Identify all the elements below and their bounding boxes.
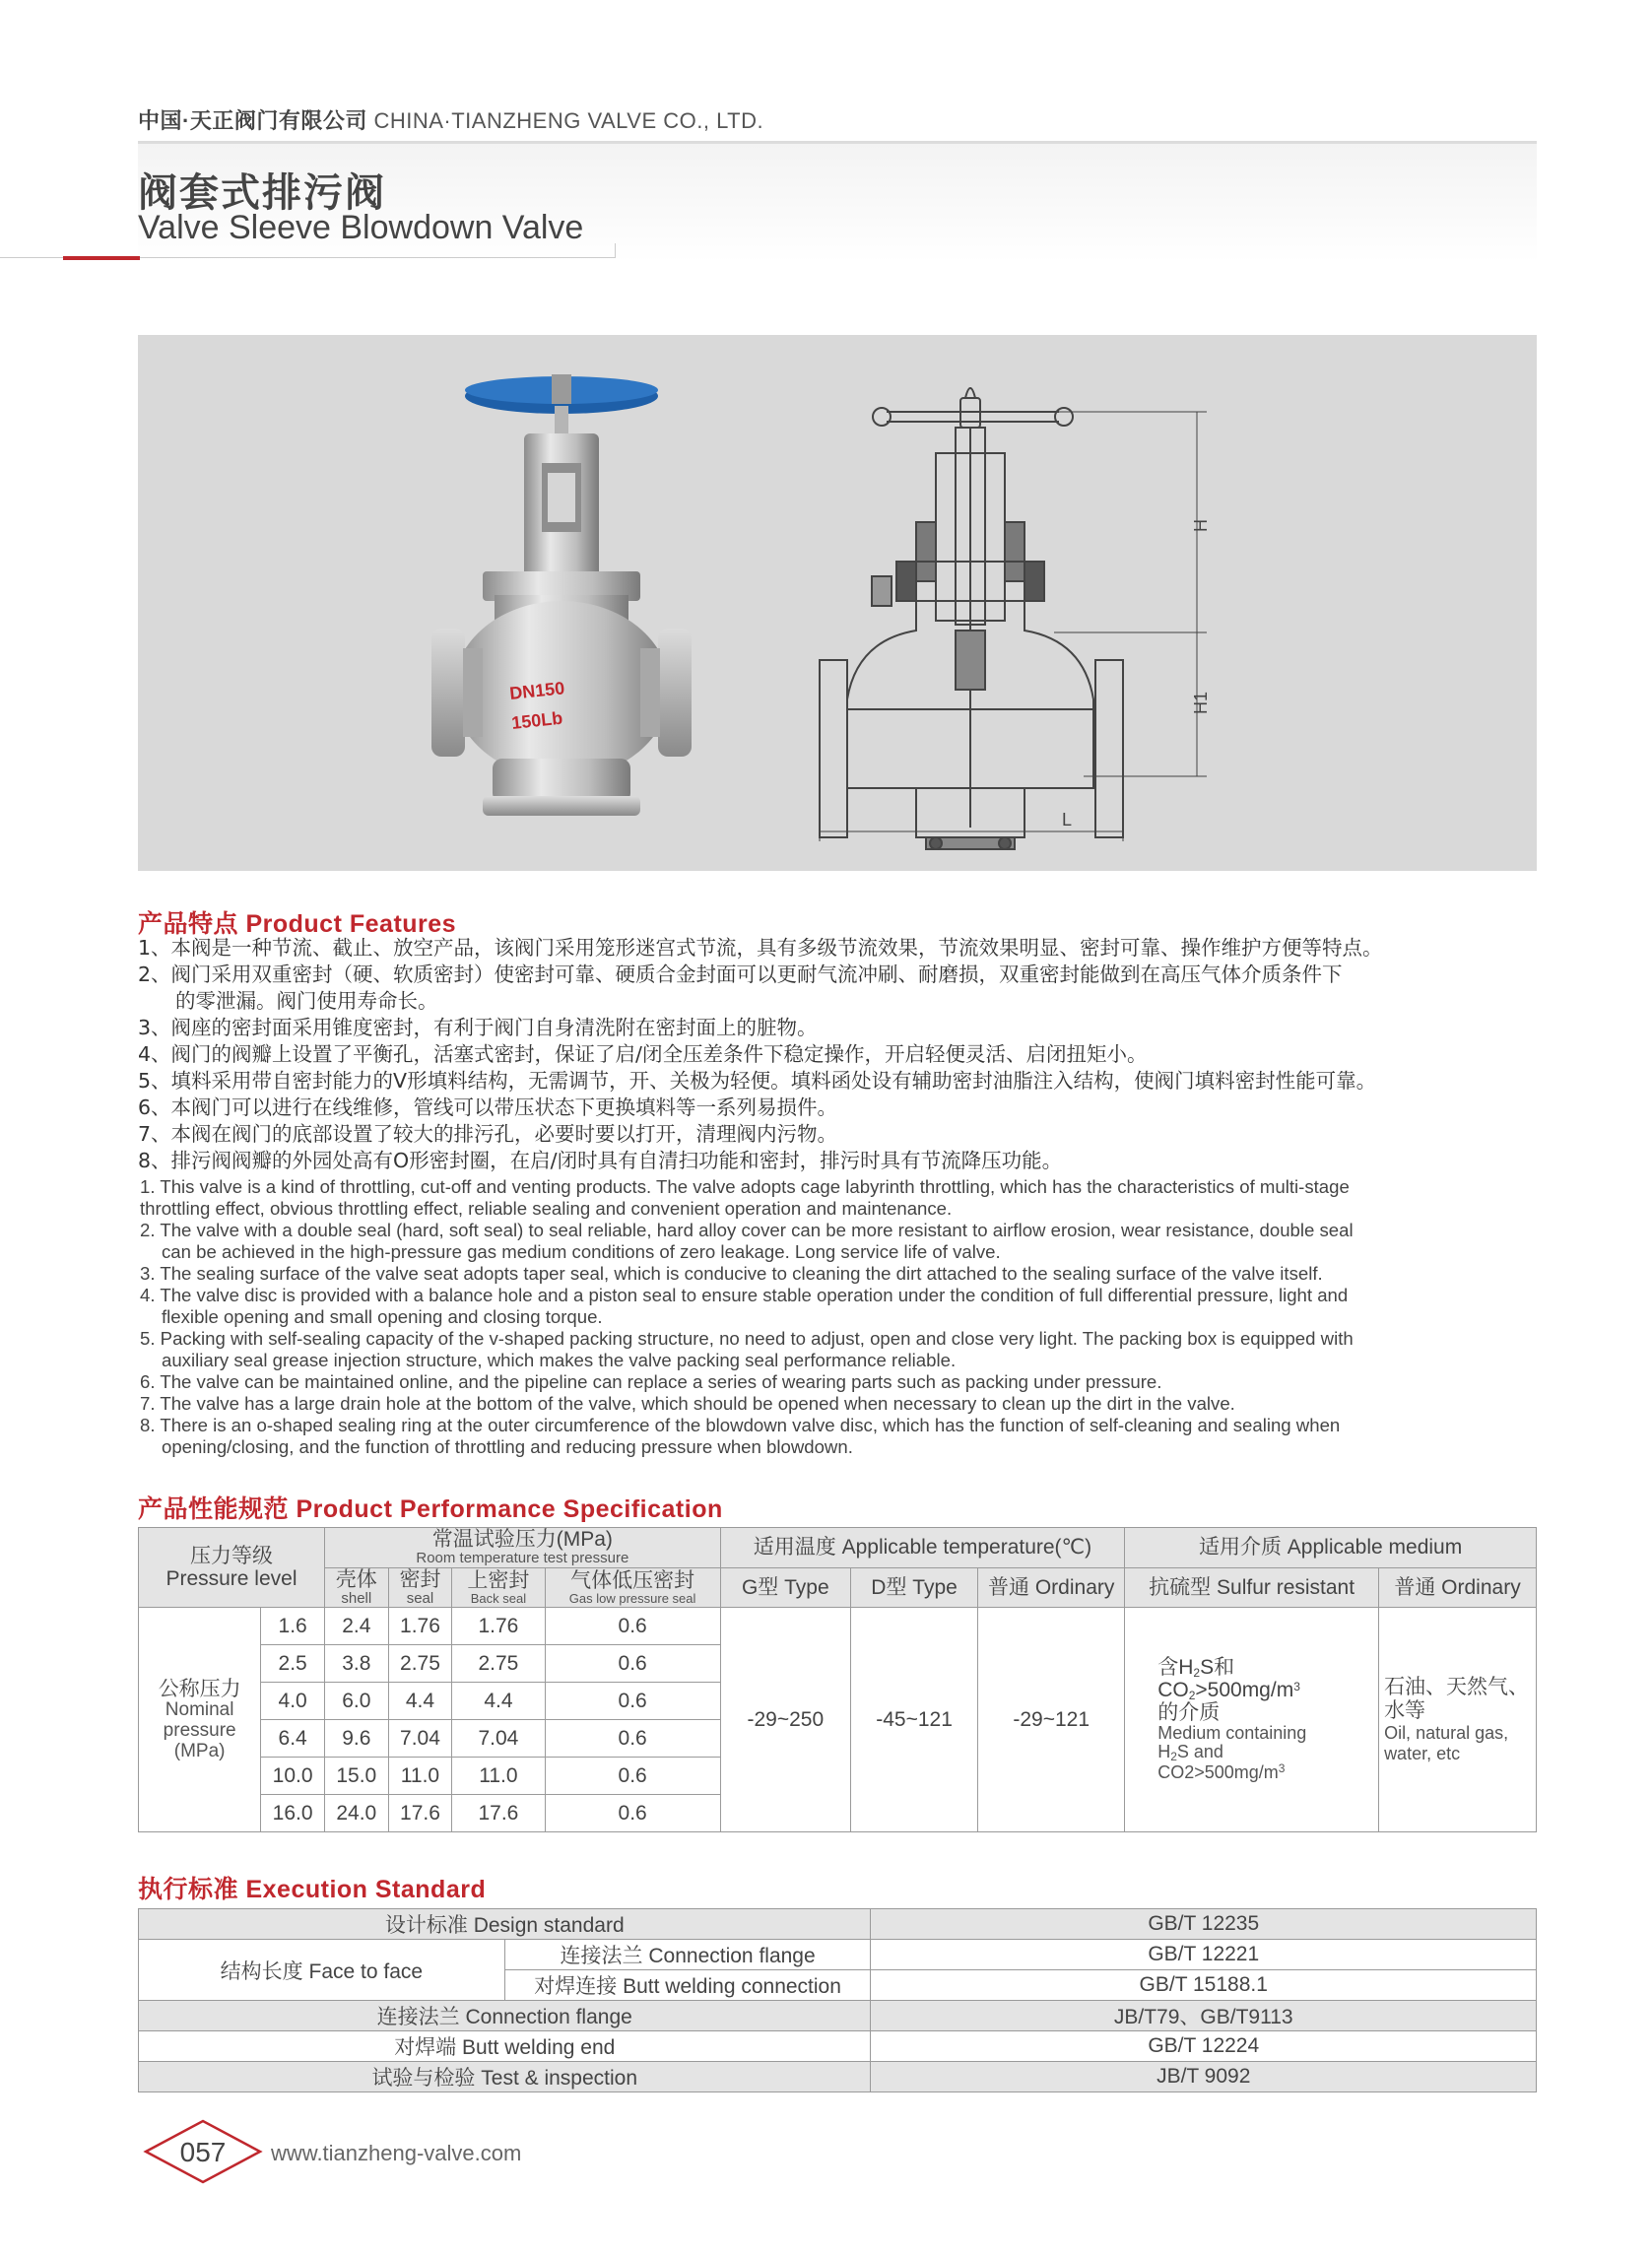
cell-seal: 11.0 [388, 1758, 452, 1795]
spec-heading-cn: 产品性能规范 [138, 1495, 290, 1523]
dimension-h-label: H [1191, 519, 1211, 532]
butt-end-value: GB/T 12224 [871, 2031, 1537, 2062]
cell-gas-seal: 0.6 [545, 1720, 720, 1758]
test-pressure-header-en: Room temperature test pressure [416, 1550, 629, 1567]
feature-cn-item: 3、阀座的密封面采用锥度密封，有利于阀门自身清洗附在密封面上的脏物。 [138, 1016, 818, 1039]
title-underline-tick [615, 243, 616, 258]
cell-nominal: 10.0 [261, 1758, 325, 1795]
page-number: 057 [179, 2137, 227, 2167]
nominal-en-1: Nominal [165, 1698, 234, 1720]
temp-d-value: -45~121 [850, 1608, 977, 1832]
photo-marking-class: 150Lb [510, 707, 564, 733]
table-row [139, 1608, 1537, 1645]
page-number-badge [143, 2118, 263, 2185]
performance-spec-table [138, 1527, 1537, 1832]
cell-gas-seal: 0.6 [545, 1758, 720, 1795]
cell-seal: 4.4 [388, 1683, 452, 1720]
feature-en-item: opening/closing, and the function of throttling and reducing pressure when blowdown. [162, 1436, 853, 1457]
seal-header [388, 1567, 452, 1608]
temp-ordinary-value: -29~121 [978, 1608, 1125, 1832]
features-list-cn [138, 935, 1383, 1174]
face-conn-label: 连接法兰 Connection flange [504, 1940, 871, 1970]
cell-nominal: 2.5 [261, 1645, 325, 1683]
feature-en-item: can be achieved in the high-pressure gas medium conditions of zero leakage. Long service life of valve. [162, 1241, 1001, 1262]
cell-seal: 2.75 [388, 1645, 452, 1683]
table-row [139, 1940, 1537, 1970]
gas-seal-header-cn: 气体低压密封 [570, 1568, 695, 1592]
company-name-en: CHINA·TIANZHENG VALVE CO., LTD. [373, 108, 764, 133]
sulfur-header: 抗硫型 Sulfur resistant [1125, 1567, 1379, 1608]
feature-en-item: 5. Packing with self-sealing capacity of the v-shaped packing structure, no need to adjust, open and close very light. The packing box is equipped with [140, 1328, 1354, 1349]
feature-cn-item: 2、阀门采用双重密封（硬、软质密封）使密封可靠、硬质合金封面可以更耐气流冲刷、耐磨损，双重密封能做到在高压气体介质条件下 [138, 963, 1343, 986]
ordinary-medium-header: 普通 Ordinary [1379, 1567, 1537, 1608]
valve-photo [431, 374, 692, 816]
feature-en-item: 3. The sealing surface of the valve seat adopts taper seal, which is conducive to cleaning the dirt attached to the sealing surface of the valve itself. [140, 1263, 1323, 1284]
nominal-pressure-label [139, 1608, 261, 1832]
feature-en-item: auxiliary seal grease injection structure, which makes the valve packing seal performance reliable. [162, 1350, 957, 1370]
temp-g-value: -29~250 [720, 1608, 850, 1832]
feature-en-item: 4. The valve disc is provided with a balance hole and a piston seal to ensure stable operation under the condition of full differential pressure, light and [140, 1285, 1349, 1305]
d-type-header: D型 Type [850, 1567, 977, 1608]
ordinary-medium-value [1379, 1608, 1537, 1832]
cell-gas-seal: 0.6 [545, 1645, 720, 1683]
back-seal-header-cn: 上密封 [467, 1568, 530, 1592]
cell-shell: 9.6 [324, 1720, 388, 1758]
cell-shell: 6.0 [324, 1683, 388, 1720]
table-row [139, 2031, 1537, 2062]
cell-gas-seal: 0.6 [545, 1608, 720, 1645]
face-conn-value: GB/T 12221 [871, 1940, 1537, 1970]
valve-section-drawing [820, 388, 1207, 849]
page-title-en: Valve Sleeve Blowdown Valve [138, 209, 584, 246]
spec-heading-en: Product Performance Specification [296, 1495, 723, 1523]
spec-heading [138, 1490, 723, 1525]
cell-seal: 17.6 [388, 1795, 452, 1832]
test-inspection-value: JB/T 9092 [871, 2062, 1537, 2092]
table-row [139, 2062, 1537, 2092]
feature-en-item: 6. The valve can be maintained online, and the pipeline can replace a series of wearing parts such as packing under pressure. [140, 1371, 1162, 1392]
cell-back-seal: 1.76 [452, 1608, 545, 1645]
nominal-en-3: (MPa) [173, 1740, 226, 1761]
cell-nominal: 16.0 [261, 1795, 325, 1832]
gas-seal-header-en: Gas low pressure seal [568, 1590, 696, 1606]
spec-header-row-2 [139, 1567, 1537, 1608]
photo-marking-dn: DN150 [508, 678, 566, 703]
cell-shell: 3.8 [324, 1645, 388, 1683]
feature-en-item: throttling effect, obvious throttling effect, reliable sealing and convenient operation and maintenance. [140, 1198, 953, 1219]
butt-end-label: 对焊端 Butt welding end [139, 2031, 871, 2062]
feature-en-item: 1. This valve is a kind of throttling, cut-off and venting products. The valve adopts cage labyrinth throttling, which has the characteristics of multi-stage [140, 1176, 1350, 1197]
cell-back-seal: 17.6 [452, 1795, 545, 1832]
conn-flange-value: JB/T79、GB/T9113 [871, 2001, 1537, 2031]
cell-gas-seal: 0.6 [545, 1683, 720, 1720]
features-heading-cn: 产品特点 [138, 910, 239, 938]
feature-en-item: 7. The valve has a large drain hole at the bottom of the valve, which should be opened when necessary to clean up the dirt in the valve. [140, 1393, 1235, 1414]
nominal-cn: 公称压力 [158, 1677, 241, 1700]
feature-cn-item: 的零泄漏。阀门使用寿命长。 [175, 989, 438, 1013]
feature-en-item: flexible opening and small opening and closing torque. [162, 1306, 603, 1327]
cell-back-seal: 7.04 [452, 1720, 545, 1758]
cell-back-seal: 11.0 [452, 1758, 545, 1795]
design-standard-value: GB/T 12235 [871, 1909, 1537, 1940]
face-to-face-label: 结构长度 Face to face [139, 1940, 505, 2001]
title-accent-bar [63, 256, 140, 260]
g-type-header: G型 Type [720, 1567, 850, 1608]
feature-cn-item: 7、本阀在阀门的底部设置了较大的排污孔，必要时要以打开，清理阀内污物。 [138, 1122, 838, 1146]
page-title-cn: 阀套式排污阀 [138, 171, 386, 215]
exec-heading-cn: 执行标准 [138, 1876, 239, 1903]
feature-cn-item: 4、阀门的阀瓣上设置了平衡孔，活塞式密封，保证了启/闭全压差条件下稳定操作，开启轻便灵活、启闭扭矩小。 [138, 1042, 1148, 1066]
cell-shell: 2.4 [324, 1608, 388, 1645]
conn-flange-label: 连接法兰 Connection flange [139, 2001, 871, 2031]
cell-shell: 15.0 [324, 1758, 388, 1795]
features-heading-en: Product Features [245, 910, 457, 938]
pressure-level-header-en: Pressure level [165, 1567, 297, 1591]
test-inspection-label: 试验与检验 Test & inspection [139, 2062, 871, 2092]
dimension-h1-label: H1 [1191, 691, 1211, 714]
back-seal-header-en: Back seal [470, 1590, 527, 1606]
spec-header-row-1 [139, 1528, 1537, 1568]
feature-en-item: 2. The valve with a double seal (hard, soft seal) to seal reliable, hard alloy cover can be more resistant to airflow erosion, wear resistance, double seal [140, 1220, 1354, 1240]
exec-heading-en: Execution Standard [245, 1876, 487, 1903]
cell-back-seal: 2.75 [452, 1645, 545, 1683]
table-row [139, 2001, 1537, 2031]
features-list-en [140, 1176, 1354, 1458]
feature-cn-item: 1、本阀是一种节流、截止、放空产品，该阀门采用笼形迷宫式节流，具有多级节流效果，节流效果明显、密封可靠、操作维护方便等特点。 [138, 936, 1383, 960]
cell-nominal: 6.4 [261, 1720, 325, 1758]
seal-header-en: seal [406, 1589, 434, 1607]
feature-cn-item: 6、本阀门可以进行在线维修，管线可以带压状态下更换填料等一系列易损件。 [138, 1095, 838, 1119]
test-pressure-header [324, 1528, 720, 1568]
cell-gas-seal: 0.6 [545, 1795, 720, 1832]
design-standard-label: 设计标准 Design standard [139, 1909, 871, 1940]
test-pressure-header-cn: 常温试验压力(MPa) [431, 1528, 613, 1551]
pressure-level-header-cn: 压力等级 [189, 1545, 273, 1567]
shell-header-en: shell [341, 1589, 372, 1607]
cell-nominal: 4.0 [261, 1683, 325, 1720]
back-seal-header [452, 1567, 545, 1608]
feature-cn-item: 5、填料采用带自密封能力的V形填料结构，无需调节，开、关极为轻便。填料函处设有辅助密封油脂注入结构，使阀门填料密封性能可靠。 [138, 1069, 1377, 1093]
ordinary-medium-cn: 石油、天然气、水等 [1384, 1675, 1530, 1722]
cell-seal: 7.04 [388, 1720, 452, 1758]
website-link[interactable]: www.tianzheng-valve.com [271, 2141, 522, 2165]
feature-cn-item: 8、排污阀阀瓣的外园处高有O形密封圈，在启/闭时具有自清扫功能和密封，排污时具有节流降压功能。 [138, 1149, 1063, 1172]
execution-standard-table [138, 1908, 1537, 2092]
nominal-en-2: pressure [163, 1719, 236, 1741]
company-name [138, 104, 763, 135]
shell-header-cn: 壳体 [335, 1567, 377, 1591]
ordinary-temp-header: 普通 Ordinary [978, 1567, 1125, 1608]
cell-back-seal: 4.4 [452, 1683, 545, 1720]
product-image-panel [138, 335, 1537, 871]
temperature-header: 适用温度 Applicable temperature(℃) [720, 1528, 1125, 1568]
dimension-l-label: L [1062, 810, 1073, 830]
exec-heading [138, 1870, 486, 1905]
company-name-cn: 中国·天正阀门有限公司 [138, 108, 367, 133]
cell-seal: 1.76 [388, 1608, 452, 1645]
medium-header: 适用介质 Applicable medium [1125, 1528, 1537, 1568]
ordinary-medium-en: Oil, natural gas, water, etc [1384, 1723, 1509, 1763]
gas-seal-header [545, 1567, 720, 1608]
sulfur-medium-value: 含$H_2S$和 $CO_2>500mg/m^3$ 的介质 Medium containing $H_2S$ and $CO2>500mg/m^3$ [1125, 1608, 1379, 1832]
face-butt-label: 对焊连接 Butt welding connection [504, 1970, 871, 2001]
seal-header-cn: 密封 [399, 1567, 441, 1591]
table-row [139, 1909, 1537, 1940]
valve-illustration [138, 335, 1537, 871]
feature-en-item: 8. There is an o-shaped sealing ring at the outer circumference of the blowdown valve disc, which has the function of self-cleaning and sealing when [140, 1415, 1341, 1435]
shell-header [324, 1567, 388, 1608]
cell-shell: 24.0 [324, 1795, 388, 1832]
face-butt-value: GB/T 15188.1 [871, 1970, 1537, 2001]
cell-nominal: 1.6 [261, 1608, 325, 1645]
pressure-level-header [139, 1528, 325, 1608]
